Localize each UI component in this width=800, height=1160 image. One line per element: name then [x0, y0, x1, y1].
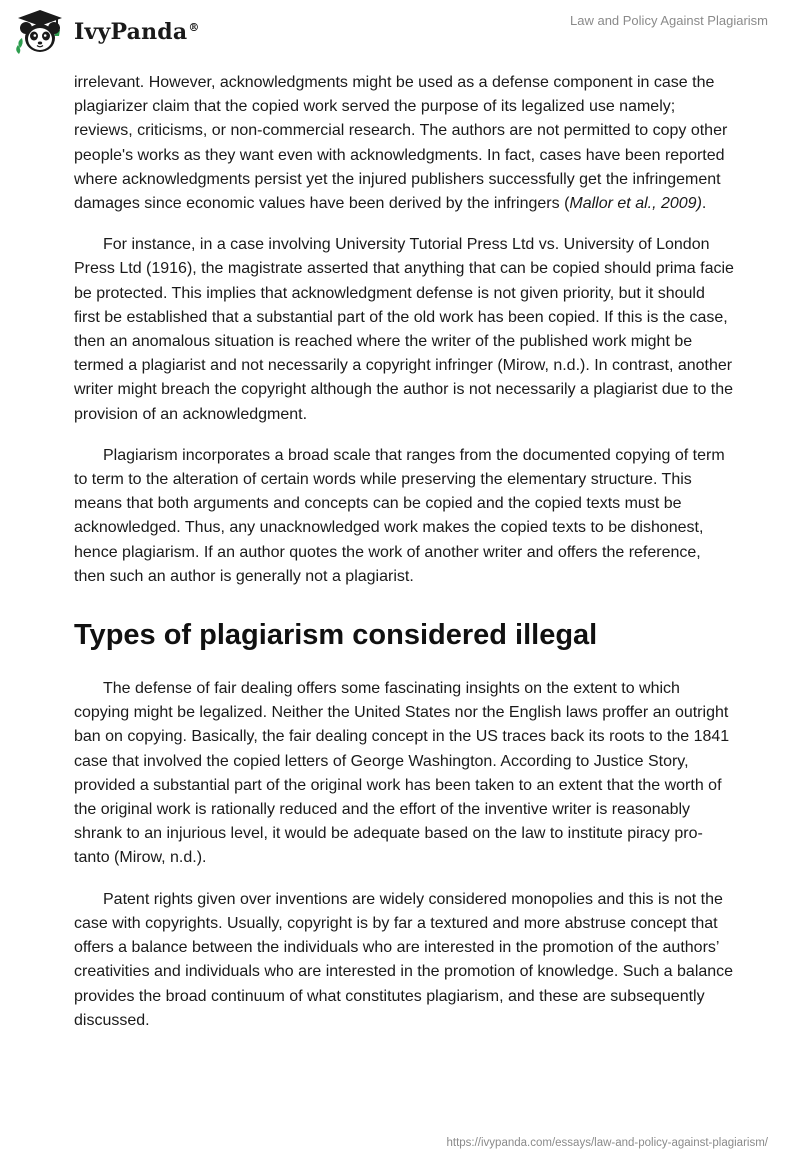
- paragraph-1: [74, 71, 734, 216]
- paragraph-3: Plagiarism incorporates a broad scale that ranges from the documented copying of term to term to the alteration of certain words while preserving the elementary structure. This means that both arguments and concepts can be copied and the copied texts must be acknowledged. Thus, any unacknowledged work makes the copied texts to be dishonest, hence plagiarism. If an author quotes the work of another writer and offers the reference, then such an author is generally not a plagiarist.: [74, 446, 725, 585]
- paragraph-1-end: .: [701, 195, 707, 213]
- section-heading: Types of plagiarism considered illegal: [74, 619, 598, 652]
- essay-body: [74, 71, 734, 1050]
- paragraph-1-text: irrelevant. However, acknowledgments might be used as a defense component in case the plagiarizer claim that the copied work served the purpose of its legalized use namely; reviews, criticisms, or non-commercial research. The authors are not permitted to copy other people's works as they want even with acknowledgments. In fact, cases have been reported where acknowledgments persist yet the injured publishers successfully get the infringement damages since economic values have been derived by the infringers (: [74, 74, 728, 213]
- paragraph-5: Patent rights given over inventions are widely considered monopolies and this is not the case with copyrights. Usually, copyright is by far a textured and more abstruse concept that offers a balance between the individuals who are interested in the promotion of the authors’ creativities and individuals who are interested in the promotion of knowledge. Such a balance provides the broad continuum of what constitutes plagiarism, and these are subsequently discussed.: [74, 890, 734, 1029]
- brand-logo[interactable]: [14, 8, 200, 56]
- paragraph-4: The defense of fair dealing offers some fascinating insights on the extent to which copying might be legalized. Neither the United States nor the English laws proffer an outright ban on copying. Basically, the fair dealing concept in the US traces back its roots to the 1841 case that involved the copied letters of George Washington. According to Justice Story, provided a substantial part of the original work has been taken to an extent that the worth of the original work is rationally reduced and the effort of the inventive writer is reasonably shrank to an injurious level, it would be adequate based on the law to institute piracy pro-tanto (Mirow, n.d.).: [74, 680, 730, 867]
- page-header: [0, 0, 800, 64]
- panda-graduate-logo-icon: [14, 8, 66, 56]
- running-title: Law and Policy Against Plagiarism: [570, 13, 768, 28]
- source-url[interactable]: https://ivypanda.com/essays/law-and-policy-against-plagiarism/: [446, 1137, 768, 1149]
- paragraph-2: For instance, in a case involving University Tutorial Press Ltd vs. University of London Press Ltd (1916), the magistrate asserted that anything that can be copied should prima facie be protected. This implies that acknowledgment defense is not given priority, but it should first be established that a substantial part of the old work has been copied. If this is the case, then an anomalous situation is reached where the writer of the published work might be termed a plagiarist and not necessarily a copyright infringer (Mirow, n.d.). In contrast, another writer might breach the copyright although the author is not necessarily a plagiarist due to the provision of an acknowledgment.: [74, 236, 734, 423]
- brand-name: IvyPanda®: [74, 19, 200, 45]
- citation-mallor: Mallor et al., 2009): [569, 195, 702, 213]
